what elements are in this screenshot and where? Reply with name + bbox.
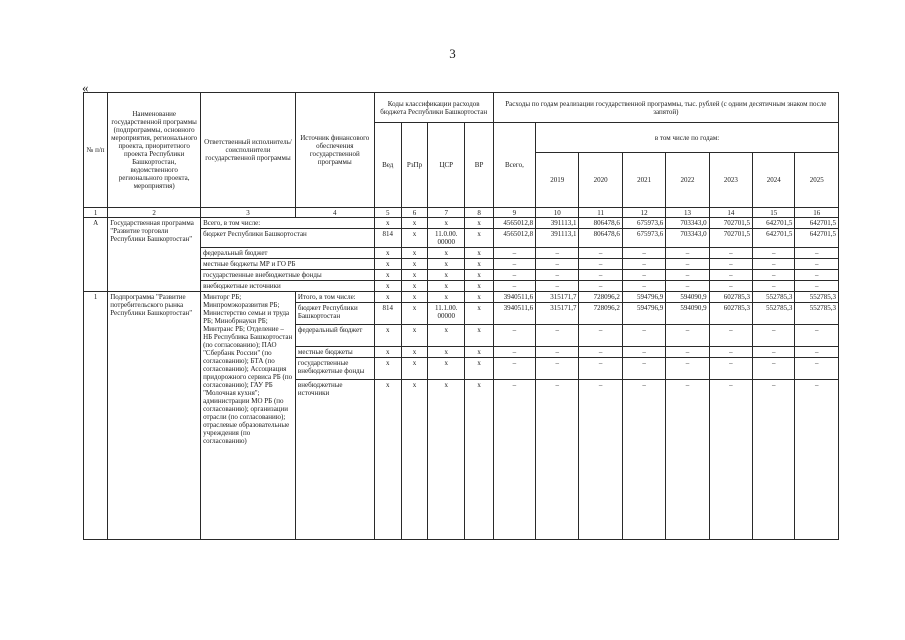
- year-value-cell: –: [666, 259, 709, 270]
- year-value-cell: –: [579, 281, 622, 292]
- code-ved-cell: х: [374, 218, 401, 229]
- column-number: 13: [666, 208, 709, 218]
- column-number-row: [84, 208, 839, 218]
- year-value-cell: –: [666, 347, 709, 358]
- page-number: 3: [449, 46, 456, 61]
- year-value-cell: –: [753, 281, 795, 292]
- year-value-cell: –: [579, 259, 622, 270]
- year-value-cell: –: [795, 380, 839, 540]
- code-ved-cell: х: [374, 358, 401, 380]
- column-number: 14: [709, 208, 752, 218]
- total-cell: –: [493, 281, 535, 292]
- code-vr-cell: х: [465, 303, 493, 325]
- code-ved-cell: х: [374, 270, 401, 281]
- code-csr-cell: 11.1.00. 00000: [428, 303, 465, 325]
- year-value-cell: 594090,9: [666, 292, 709, 303]
- year-value-cell: –: [579, 270, 622, 281]
- year-value-cell: 642701,5: [753, 218, 795, 229]
- year-value-cell: –: [709, 325, 752, 347]
- code-ved-cell: 814: [374, 229, 401, 248]
- code-rzpr-cell: х: [401, 270, 427, 281]
- year-value-cell: 702701,5: [709, 229, 752, 248]
- column-number: 4: [295, 208, 374, 218]
- year-value-cell: –: [795, 259, 839, 270]
- total-cell: –: [493, 380, 535, 540]
- code-ved-cell: х: [374, 325, 401, 347]
- year-value-cell: –: [666, 380, 709, 540]
- column-number: 8: [465, 208, 493, 218]
- code-vr-cell: х: [465, 218, 493, 229]
- code-rzpr-cell: х: [401, 218, 427, 229]
- code-ved-cell: х: [374, 259, 401, 270]
- year-value-cell: –: [666, 248, 709, 259]
- total-cell: 3940511,6: [493, 303, 535, 325]
- code-csr-cell: 11.0.00. 00000: [428, 229, 465, 248]
- year-value-cell: –: [795, 248, 839, 259]
- year-value-cell: 806478,6: [579, 218, 622, 229]
- year-value-cell: 642701,5: [795, 218, 839, 229]
- section-subprogram: [84, 292, 839, 540]
- code-vr-cell: х: [465, 347, 493, 358]
- source-cell: федеральный бюджет: [295, 325, 374, 347]
- source-cell: федеральный бюджет: [201, 248, 375, 259]
- code-csr-cell: х: [428, 347, 465, 358]
- header-num: № п/п: [84, 93, 108, 208]
- year-value-cell: –: [536, 380, 579, 540]
- subprogram-name: Подпрограмма "Развитие потребительского рынка Республики Башкортостан": [108, 292, 201, 540]
- code-vr-cell: х: [465, 325, 493, 347]
- year-value-cell: 391113,1: [536, 218, 579, 229]
- year-value-cell: 702701,5: [709, 218, 752, 229]
- code-csr-cell: х: [428, 358, 465, 380]
- header-csr: ЦСР: [428, 123, 465, 208]
- source-cell: Всего, в том числе:: [201, 218, 375, 229]
- year-value-cell: –: [536, 358, 579, 380]
- code-csr-cell: х: [428, 380, 465, 540]
- year-value-cell: –: [666, 281, 709, 292]
- year-value-cell: 703343,0: [666, 229, 709, 248]
- year-value-cell: 728096,2: [579, 292, 622, 303]
- year-value-cell: –: [666, 325, 709, 347]
- year-value-cell: –: [622, 248, 665, 259]
- section-program: [84, 218, 839, 292]
- code-ved-cell: х: [374, 380, 401, 540]
- year-value-cell: 594796,9: [622, 292, 665, 303]
- header-expenses: Расходы по годам реализации государственной программы, тыс. рублей (с одним десятичным знаком после запятой): [493, 93, 838, 123]
- year-value-cell: –: [709, 358, 752, 380]
- code-csr-cell: х: [428, 259, 465, 270]
- year-value-cell: 806478,6: [579, 229, 622, 248]
- code-vr-cell: х: [465, 248, 493, 259]
- code-vr-cell: х: [465, 259, 493, 270]
- code-rzpr-cell: х: [401, 281, 427, 292]
- header-vr: ВР: [465, 123, 493, 208]
- total-cell: –: [493, 248, 535, 259]
- header-codes: Коды классификации расходов бюджета Республики Башкортостан: [374, 93, 493, 123]
- code-ved-cell: х: [374, 248, 401, 259]
- column-number: 11: [579, 208, 622, 218]
- year-value-cell: 552785,3: [795, 303, 839, 325]
- code-rzpr-cell: х: [401, 259, 427, 270]
- source-cell: государственные внебюджетные фонды: [201, 270, 375, 281]
- year-value-cell: –: [536, 270, 579, 281]
- source-cell: внебюджетные источники: [295, 380, 374, 540]
- year-value-cell: 315171,7: [536, 303, 579, 325]
- year-value-cell: –: [579, 325, 622, 347]
- year-value-cell: –: [622, 281, 665, 292]
- column-number: 5: [374, 208, 401, 218]
- year-value-cell: –: [795, 270, 839, 281]
- code-csr-cell: х: [428, 292, 465, 303]
- code-csr-cell: х: [428, 281, 465, 292]
- year-header: 2022: [666, 153, 709, 208]
- year-header: 2019: [536, 153, 579, 208]
- year-header: 2020: [579, 153, 622, 208]
- total-cell: 3940511,6: [493, 292, 535, 303]
- source-cell: Итого, в том числе:: [295, 292, 374, 303]
- year-header: 2021: [622, 153, 665, 208]
- year-value-cell: 594796,9: [622, 303, 665, 325]
- year-value-cell: –: [709, 380, 752, 540]
- column-number: 2: [108, 208, 201, 218]
- year-value-cell: –: [753, 270, 795, 281]
- year-value-cell: –: [579, 380, 622, 540]
- year-value-cell: –: [622, 270, 665, 281]
- year-value-cell: 552785,3: [753, 303, 795, 325]
- year-value-cell: –: [666, 358, 709, 380]
- code-vr-cell: х: [465, 229, 493, 248]
- total-cell: 4565012,8: [493, 218, 535, 229]
- column-number: 6: [401, 208, 427, 218]
- year-value-cell: 594090,9: [666, 303, 709, 325]
- source-cell: местные бюджеты: [295, 347, 374, 358]
- column-number: 1: [84, 208, 108, 218]
- year-value-cell: –: [709, 281, 752, 292]
- year-value-cell: –: [622, 325, 665, 347]
- code-rzpr-cell: х: [401, 303, 427, 325]
- year-value-cell: –: [753, 347, 795, 358]
- total-cell: –: [493, 259, 535, 270]
- source-cell: местные бюджеты МР и ГО РБ: [201, 259, 375, 270]
- year-value-cell: –: [536, 347, 579, 358]
- program-name: Государственная программа "Развитие торговли Республики Башкортостан": [108, 218, 201, 292]
- year-value-cell: –: [622, 358, 665, 380]
- total-cell: –: [493, 347, 535, 358]
- column-number: 7: [428, 208, 465, 218]
- year-value-cell: 728096,2: [579, 303, 622, 325]
- column-number: 12: [622, 208, 665, 218]
- header-source: Источник финансового обеспечения государственной программы: [295, 93, 374, 208]
- year-value-cell: –: [622, 259, 665, 270]
- expenses-table: [83, 92, 839, 540]
- code-vr-cell: х: [465, 380, 493, 540]
- year-value-cell: –: [579, 358, 622, 380]
- year-header: 2023: [709, 153, 752, 208]
- year-value-cell: –: [622, 347, 665, 358]
- year-value-cell: –: [709, 248, 752, 259]
- year-value-cell: –: [753, 259, 795, 270]
- header-years-sub: в том числе по годам:: [536, 123, 839, 153]
- source-cell: бюджет Республики Башкортостан: [201, 229, 375, 248]
- year-value-cell: –: [536, 248, 579, 259]
- total-cell: –: [493, 270, 535, 281]
- column-number: 16: [795, 208, 839, 218]
- year-header: 2025: [795, 153, 839, 208]
- year-value-cell: –: [753, 358, 795, 380]
- total-cell: 4565012,8: [493, 229, 535, 248]
- header-name: Наименование государственной программы (подпрограммы, основного мероприятия, регионального проекта, приоритетного проекта Республики Башкортостан, ведомственного регионального проекта, мероприятия): [108, 93, 201, 208]
- year-value-cell: 391113,1: [536, 229, 579, 248]
- code-rzpr-cell: х: [401, 292, 427, 303]
- code-csr-cell: х: [428, 248, 465, 259]
- year-value-cell: 703343,0: [666, 218, 709, 229]
- year-value-cell: –: [536, 281, 579, 292]
- year-value-cell: –: [753, 248, 795, 259]
- code-vr-cell: х: [465, 281, 493, 292]
- code-rzpr-cell: х: [401, 229, 427, 248]
- year-value-cell: –: [579, 347, 622, 358]
- table-row: [84, 218, 839, 229]
- subprogram-num: 1: [84, 292, 108, 540]
- subprogram-executors: Минторг РБ; Минпромэкоразвития РБ; Министерство семьи и труда РБ; Минобрнауки РБ; Минтранс РБ; Отделение – НБ Республика Башкортостан (по согласованию); ПАО "Сбербанк России" (по согласованию); БТА (по согласованию); Ассоциация придорожного сервиса РБ (по согласованию); ГАУ РБ "Молочная кухня"; администрации МО РБ (по согласованию); организации отрасли (по согласованию); отраслевые образовательные учреждения (по согласованию): [201, 292, 296, 540]
- code-rzpr-cell: х: [401, 358, 427, 380]
- year-value-cell: 642701,5: [753, 229, 795, 248]
- source-cell: внебюджетные источники: [201, 281, 375, 292]
- code-rzpr-cell: х: [401, 325, 427, 347]
- year-value-cell: 675973,6: [622, 218, 665, 229]
- code-vr-cell: х: [465, 358, 493, 380]
- year-value-cell: –: [536, 259, 579, 270]
- year-value-cell: –: [536, 325, 579, 347]
- column-number: 3: [201, 208, 296, 218]
- source-cell: государственные внебюджетные фонды: [295, 358, 374, 380]
- code-ved-cell: х: [374, 281, 401, 292]
- year-value-cell: –: [709, 270, 752, 281]
- header-executor: Ответственный исполнитель/ соисполнители государственной программы: [201, 93, 296, 208]
- table-row: [84, 292, 839, 303]
- header-rzpr: РзПр: [401, 123, 427, 208]
- program-num: А: [84, 218, 108, 292]
- code-csr-cell: х: [428, 270, 465, 281]
- code-csr-cell: х: [428, 325, 465, 347]
- year-header: 2024: [753, 153, 795, 208]
- code-ved-cell: х: [374, 347, 401, 358]
- header-total: Всего,: [493, 123, 535, 208]
- column-number: 9: [493, 208, 535, 218]
- header-ved: Вед: [374, 123, 401, 208]
- year-value-cell: –: [795, 358, 839, 380]
- year-value-cell: 642701,5: [795, 229, 839, 248]
- year-value-cell: 315171,7: [536, 292, 579, 303]
- year-value-cell: –: [709, 347, 752, 358]
- code-rzpr-cell: х: [401, 380, 427, 540]
- column-number: 10: [536, 208, 579, 218]
- source-cell: бюджет Республики Башкортостан: [295, 303, 374, 325]
- code-vr-cell: х: [465, 292, 493, 303]
- year-value-cell: 552785,3: [753, 292, 795, 303]
- year-value-cell: –: [753, 380, 795, 540]
- year-value-cell: –: [795, 325, 839, 347]
- total-cell: –: [493, 325, 535, 347]
- year-value-cell: –: [795, 347, 839, 358]
- year-value-cell: –: [753, 325, 795, 347]
- year-value-cell: 552785,3: [795, 292, 839, 303]
- code-ved-cell: х: [374, 292, 401, 303]
- year-value-cell: 675973,6: [622, 229, 665, 248]
- year-value-cell: –: [795, 281, 839, 292]
- code-vr-cell: х: [465, 270, 493, 281]
- year-value-cell: –: [709, 259, 752, 270]
- year-value-cell: –: [666, 270, 709, 281]
- code-ved-cell: 814: [374, 303, 401, 325]
- code-rzpr-cell: х: [401, 248, 427, 259]
- column-number: 15: [753, 208, 795, 218]
- year-value-cell: –: [579, 248, 622, 259]
- total-cell: –: [493, 358, 535, 380]
- year-value-cell: 602785,3: [709, 292, 752, 303]
- year-value-cell: 602785,3: [709, 303, 752, 325]
- code-csr-cell: х: [428, 218, 465, 229]
- open-quote: «: [82, 80, 89, 95]
- year-value-cell: –: [622, 380, 665, 540]
- code-rzpr-cell: х: [401, 347, 427, 358]
